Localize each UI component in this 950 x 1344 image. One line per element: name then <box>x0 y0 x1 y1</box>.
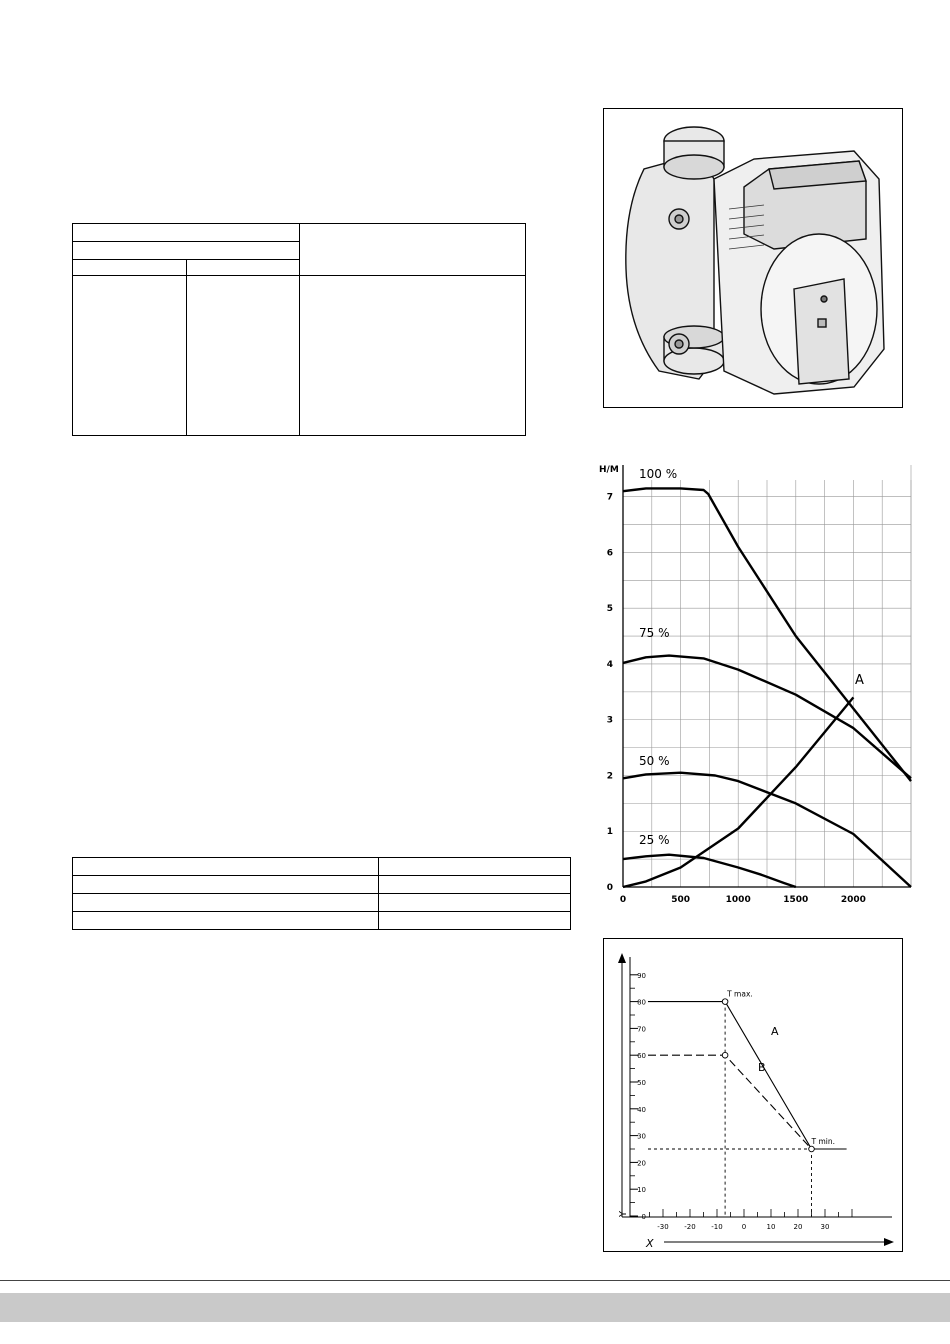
x-axis-arrow-icon <box>884 1238 894 1246</box>
table2-row-value <box>379 894 571 912</box>
y-tick-label: 20 <box>637 1159 646 1168</box>
y-tick-label: 10 <box>637 1186 646 1195</box>
y-tick-label: 2 <box>606 771 613 782</box>
y-tick-label: 1 <box>606 827 613 838</box>
x-tick-label: 1500 <box>783 895 809 905</box>
y-tick-label: 80 <box>637 998 646 1007</box>
spec-table-1 <box>72 223 526 436</box>
x-tick-label: 0 <box>741 1223 747 1231</box>
table2-row-value <box>379 912 571 930</box>
y-tick-label: 60 <box>637 1052 646 1061</box>
y-tick-label: 50 <box>637 1079 646 1087</box>
data-point <box>809 1146 815 1152</box>
table1-header-right <box>300 224 526 276</box>
y-axis-label: Y <box>618 1210 629 1217</box>
x-tick-label: 20 <box>793 1223 803 1231</box>
point-label: T min. <box>811 1137 835 1146</box>
x-tick-label: -20 <box>684 1223 696 1231</box>
y-tick-label: 5 <box>606 604 613 615</box>
pump-figure <box>603 108 903 408</box>
circulation-pump-drawing-icon <box>604 109 902 407</box>
x-tick-label: -30 <box>657 1223 669 1231</box>
y-tick-label: 7 <box>606 492 613 503</box>
table1-subheader-cell <box>73 242 300 260</box>
y-tick-label: 70 <box>637 1025 646 1034</box>
data-point <box>722 999 728 1005</box>
footer-band <box>0 1293 950 1322</box>
table1-col-b-body <box>186 276 300 436</box>
y-tick-label: 40 <box>637 1105 646 1114</box>
heating-curve-figure <box>603 938 903 1252</box>
x-tick-label: 30 <box>820 1223 830 1231</box>
series-label: 100 % <box>639 467 678 481</box>
y-tick-label: 4 <box>606 659 613 670</box>
table1-col-a-body <box>73 276 187 436</box>
table2-row-value <box>379 858 571 876</box>
spec-table-2 <box>72 857 571 930</box>
y-tick-label: 3 <box>606 715 613 726</box>
pump-curve-chart <box>585 458 925 908</box>
point-label: T max. <box>727 989 753 999</box>
y-tick-label: 30 <box>637 1132 646 1141</box>
table1-header-cell <box>73 224 300 242</box>
table2-row-label <box>73 912 379 930</box>
x-tick-label: 500 <box>671 895 690 905</box>
series-label: 50 % <box>639 754 670 768</box>
table2-row-label <box>73 858 379 876</box>
y-tick-label: 90 <box>637 971 646 980</box>
table2-row-label <box>73 894 379 912</box>
x-tick-label: 0 <box>619 895 627 905</box>
data-point <box>722 1052 728 1058</box>
series-label-B: B <box>758 1061 766 1074</box>
x-tick-label: 10 <box>766 1223 776 1231</box>
x-tick-label: 2000 <box>840 895 866 905</box>
series-line-A <box>648 1002 847 1149</box>
y-tick-label: 6 <box>606 548 613 559</box>
table2-row-value <box>379 876 571 894</box>
y-tick-label: 0 <box>641 1213 646 1221</box>
series-label-A: A <box>771 1025 779 1038</box>
series-label: 75 % <box>639 626 670 640</box>
series-line-B <box>648 1055 812 1149</box>
x-tick-label: -10 <box>711 1223 723 1231</box>
curve-label-A: A <box>855 673 864 688</box>
y-axis-arrow-icon <box>618 953 626 963</box>
table1-col-a-header <box>73 260 187 276</box>
y-tick-label: 0 <box>606 883 613 893</box>
table1-col-b-header <box>186 260 300 276</box>
series-label: 25 % <box>639 833 670 847</box>
table1-col-c-body <box>300 276 526 436</box>
y-axis-label: H/M <box>599 465 619 475</box>
table2-row-label <box>73 876 379 894</box>
x-axis-label: X <box>646 1237 654 1250</box>
x-tick-label: 1000 <box>725 895 751 905</box>
footer-divider <box>0 1280 950 1281</box>
